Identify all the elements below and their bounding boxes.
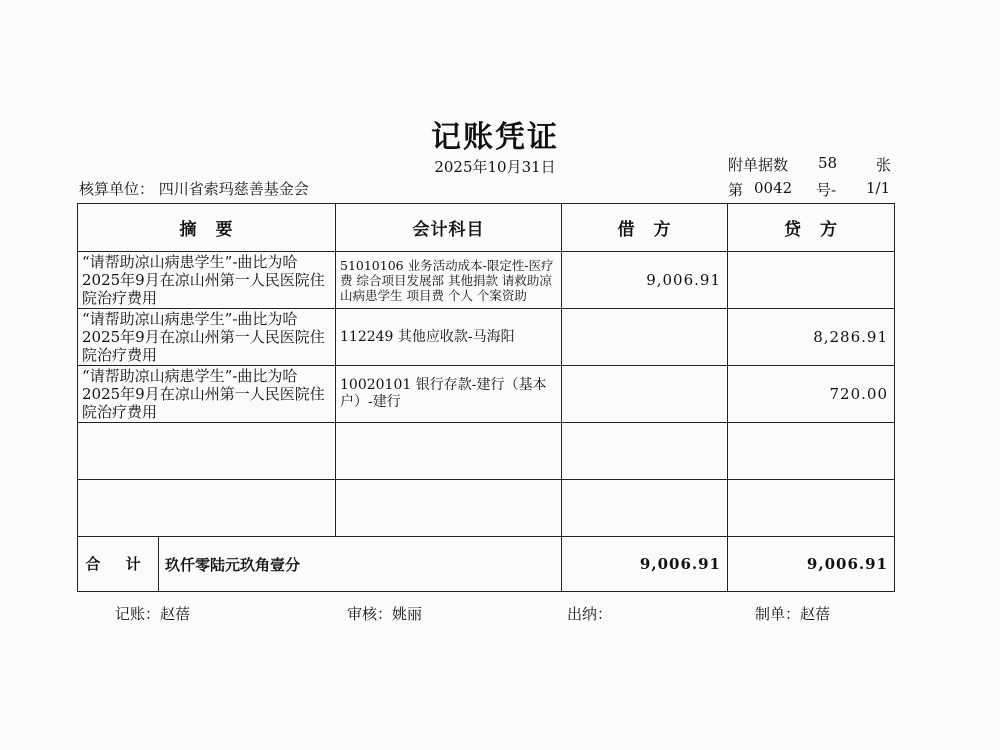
header-debit: 借 方 (562, 204, 728, 252)
row-credit: 720.00 (728, 366, 895, 423)
header-credit: 贷 方 (728, 204, 895, 252)
total-label: 合 计 (78, 537, 159, 591)
row-summary: “请帮助凉山病患学生”-曲比为哈2025年9月在凉山州第一人民医院住院治疗费用 (78, 252, 336, 309)
voucher-number (728, 179, 890, 200)
voucher-page: 1/1 (866, 179, 891, 197)
row-credit (728, 480, 895, 537)
row-debit (562, 423, 728, 480)
page-title: 记账凭证 (431, 120, 559, 155)
header-account: 会计科目 (336, 204, 562, 252)
row-credit: 8,286.91 (728, 309, 895, 366)
bookkeeper-signature: 记账：赵蓓 (115, 605, 191, 623)
row-summary (78, 480, 336, 537)
total-amount-words: 玖仟零陆元玖角壹分 (165, 555, 301, 574)
row-account (336, 423, 562, 480)
accounting-unit-label: 核算单位： (79, 180, 155, 198)
total-credit: 9,006.91 (728, 537, 895, 592)
cashier-signature: 出纳： (567, 605, 613, 623)
table-row (78, 309, 895, 366)
reviewer-signature: 审核：姚丽 (347, 605, 423, 623)
row-credit (728, 252, 895, 309)
accounting-unit-name: 四川省索玛慈善基金会 (158, 180, 309, 198)
voucher-number-value: 0042 (754, 179, 793, 197)
header-summary: 摘 要 (78, 204, 336, 252)
row-summary: “请帮助凉山病患学生”-曲比为哈2025年9月在凉山州第一人民医院住院治疗费用 (78, 309, 336, 366)
row-debit (562, 480, 728, 537)
total-row (78, 537, 895, 592)
table-row (78, 252, 895, 309)
row-summary (78, 423, 336, 480)
table-header-row (78, 204, 895, 252)
row-account (336, 480, 562, 537)
row-debit (562, 309, 728, 366)
row-debit (562, 366, 728, 423)
row-credit (728, 423, 895, 480)
row-debit: 9,006.91 (562, 252, 728, 309)
total-debit: 9,006.91 (562, 537, 728, 592)
preparer-signature: 制单：赵蓓 (755, 605, 831, 623)
row-account: 112249 其他应收款-马海阳 (336, 309, 562, 366)
accounting-unit (79, 178, 309, 199)
attachments-count: 58 (818, 154, 838, 172)
table-row (78, 366, 895, 423)
total-cell (78, 537, 562, 592)
voucher-table (77, 203, 895, 592)
voucher-date: 2025年10月31日 (434, 158, 556, 176)
voucher-number-suffix: 号- (816, 181, 837, 199)
attachments-label: 附单据数 (728, 156, 789, 174)
row-account: 51010106 业务活动成本-限定性-医疗费 综合项目发展部 其他捐款 请救助凉山病患学生 项目费 个人 个案资助 (336, 252, 562, 309)
attachments-unit: 张 (876, 156, 892, 174)
voucher-number-prefix: 第 (728, 181, 744, 199)
row-account: 10020101 银行存款-建行（基本户）-建行 (336, 366, 562, 423)
row-summary: “请帮助凉山病患学生”-曲比为哈2025年9月在凉山州第一人民医院住院治疗费用 (78, 366, 336, 423)
attachments-info (728, 154, 906, 175)
table-row-empty (78, 480, 895, 537)
table-row-empty (78, 423, 895, 480)
